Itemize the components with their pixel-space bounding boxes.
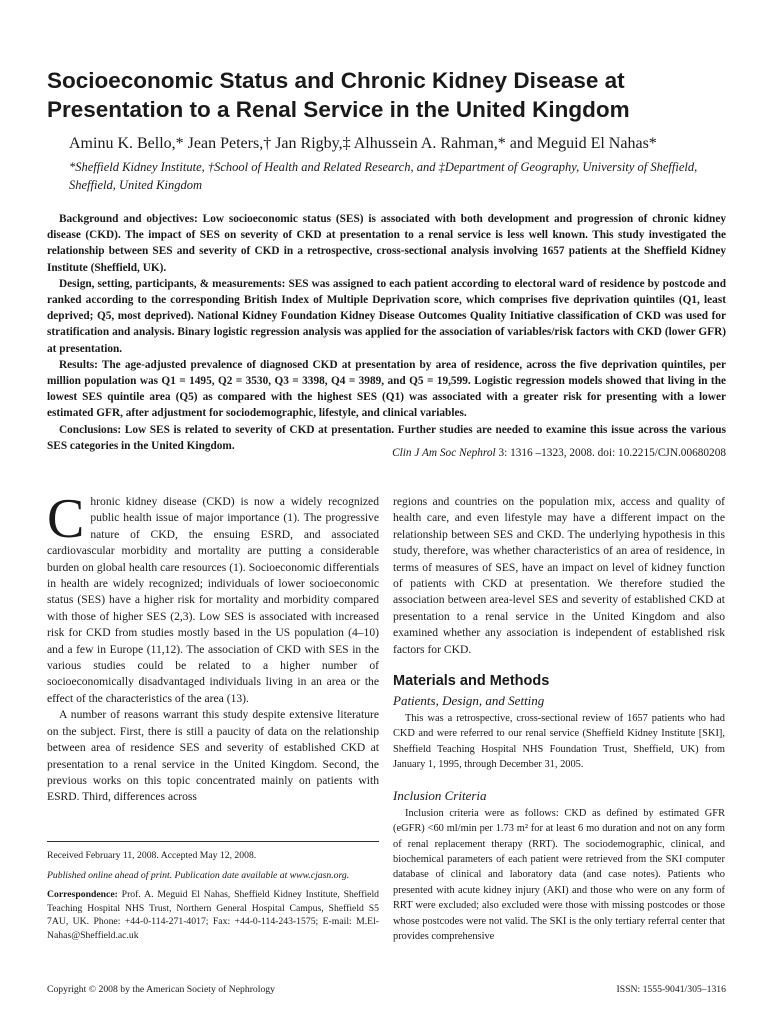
author-list: Aminu K. Bello,* Jean Peters,† Jan Rigby,‡ Alhussein A. Rahman,* and Meguid El Nahas* (69, 135, 657, 152)
right-column (393, 494, 725, 944)
issn-line: ISSN: 1555-9041/305–1316 (616, 984, 726, 995)
citation-details: 3: 1316 –1323, 2008. doi: 10.2215/CJN.00680208 (495, 447, 726, 459)
footnote-divider (47, 841, 379, 842)
copyright-line: Copyright © 2008 by the American Society of Nephrology (47, 984, 275, 995)
abstract (47, 211, 726, 454)
correspondence (47, 888, 379, 942)
section-heading-methods: Materials and Methods (393, 673, 550, 690)
correspondence-label: Correspondence: (47, 889, 118, 901)
intro-paragraph-3: regions and countries on the population mix, access and quality of health care, and even lifestyle may have a different impact on the relationship between SES and CKD. The underlying hypothesis in this study, therefore, was whether characteristics of an area of residence, in terms of measures of SES, have an impact on level of kidney function of patients with CKD at presentation. We therefore studied the association between area-level SES and severity of established CKD at presentation to a renal service in the United Kingdom and also examined whether any association is independent of established risk factors for CKD. (393, 495, 725, 656)
citation-journal: Clin J Am Soc Nephrol (392, 447, 496, 459)
correspondence-details: Prof. A. Meguid El Nahas, Sheffield Kidney Institute, Sheffield Teaching Hospital NHS Trust, Northern General Hospital Campus, Sheffield S5 7AU, UK. Phone: +44-0-114-271-4017; Fax: +44-0-114-243-1575; E-mail: M.El-Nahas@Sheffield.ac.uk (47, 889, 379, 941)
received-dates: Received February 11, 2008. Accepted May 12, 2008. (47, 850, 257, 861)
inclusion-paragraph: Inclusion criteria were as follows: CKD as defined by estimated GFR (eGFR) <60 ml/min per 1.73 m² for at least 6 mo duration and not on any form of renal replacement therapy (RRT). The sociodemographic, clinical, and biochemical parameters of each patient were retrieved from the SKI computer database of clinical and laboratory data (and case notes). Patients who presented with acute kidney injury (AKI) and those who were on any form of RRT were excluded; also excluded were those with missing postcodes or those whose postcodes were not valid. The SKI is the only tertiary referral center that provides comprehensive (393, 807, 725, 942)
article-title: Socioeconomic Status and Chronic Kidney Disease at Presentation to a Renal Service in the United Kingdom (47, 68, 630, 122)
design-paragraph: This was a retrospective, cross-sectional review of 1657 patients who had CKD and were referred to our renal service (Sheffield Kidney Institute [SKI], Sheffield Teaching Hospital NHS Foundation Trust, Sheffield, UK) from January 1, 1995, through December 31, 2005. (393, 713, 725, 771)
abstract-results: Results: The age-adjusted prevalence of diagnosed CKD at presentation by area of residence, across the five deprivation quintiles, per million population was Q1 = 1495, Q2 = 3530, Q3 = 3398, Q4 = 3989, and Q5 = 19,599. Logistic regression models showed that living in the lowest SES quintile area (Q5) as compared with the highest SES (Q1) was associated with a greater risk for presenting with a lower estimated GFR, after adjustment for sociodemographic, lifestyle, and clinical variables. (47, 358, 726, 420)
published-note: Published online ahead of print. Publication date available at www.cjasn.org. (47, 869, 350, 881)
affiliations: *Sheffield Kidney Institute, †School of Health and Related Research, and ‡Department of Geography, University of Sheffield, Sheffield, United Kingdom (69, 160, 698, 192)
subheading-design: Patients, Design, and Setting (393, 693, 545, 709)
left-column (47, 488, 379, 806)
drop-cap: C (47, 488, 85, 550)
intro-paragraph-2: A number of reasons warrant this study despite extensive literature on the subject. First, there is still a paucity of data on the relationship between area of residence SES and severity of established CKD at presentation to a renal service in the United Kingdom. Second, the previous works on this topic concentrated mainly on patients with ESRD. Third, differences across (47, 708, 379, 804)
subheading-inclusion: Inclusion Criteria (393, 787, 487, 803)
citation (392, 447, 726, 459)
abstract-background: Background and objectives: Low socioeconomic status (SES) is associated with both development and progression of chronic kidney disease (CKD). The impact of SES on severity of CKD at presentation to a renal service is less well known. This study investigated the relationship between SES and severity of CKD in a retrospective, cross-sectional analysis involving 1657 patients at the Sheffield Kidney Institute (Sheffield, UK). (47, 213, 726, 274)
intro-paragraph-1: hronic kidney disease (CKD) is now a widely recognized public health issue of major importance (1). The progressive nature of CKD, the ensuing ESRD, and associated cardiovascular morbidity and mortality are putting a considerable burden on global health care resources (1). Socioeconomic differentials in health are widely recognized; individuals of lower socioeconomic status (SES) have a higher risk for mortality and morbidity compared with those of higher SES (2,3). Low SES is associated with increased risk for CKD from studies mostly based in the US population (4–10) and a few in Europe (11,12). The association of CKD with SES in the various studies could be related to a higher number of socioeconomically disadvantaged individuals living in an area or the effect of the characteristics of the area (13). (47, 495, 379, 705)
abstract-conclusions: Conclusions: Low SES is related to severity of CKD at presentation. Further studies are needed to examine this issue across the various SES categories in the United Kingdom. (47, 423, 726, 452)
abstract-design: Design, setting, participants, & measurements: SES was assigned to each patient according to electoral ward of residence by postcode and ranked according to the corresponding British Index of Multiple Deprivation score, which comprises five deprivation quintiles (Q1, least deprived; Q5, most deprived). National Kidney Foundation Kidney Disease Outcomes Quality Initiative classification of CKD was used for stratification and analysis. Binary logistic regression analysis was applied for the association of variables/risk factors with CKD (lower GFR) at presentation. (47, 277, 726, 355)
footnotes (47, 849, 379, 949)
